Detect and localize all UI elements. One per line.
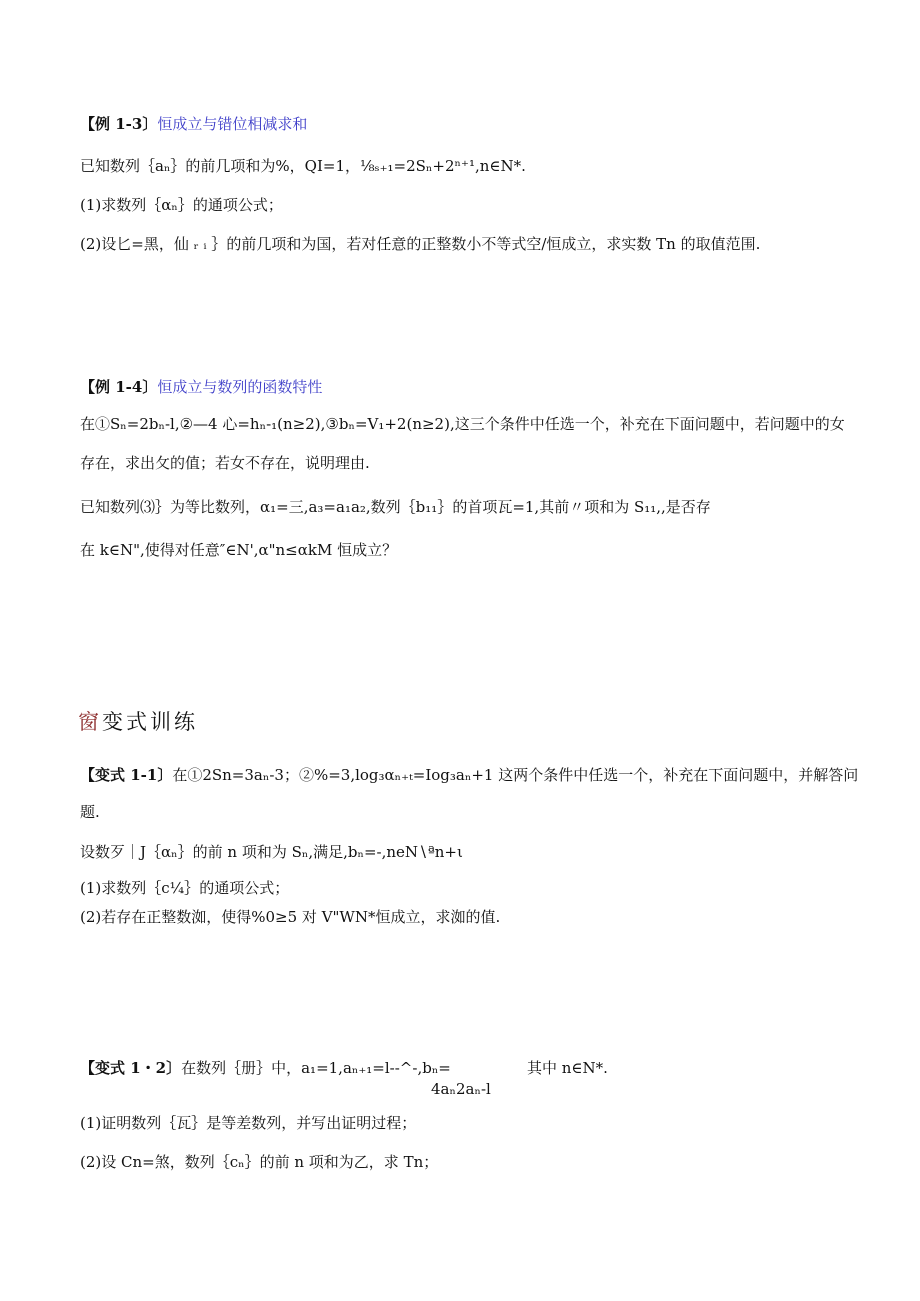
example-1-3-heading	[80, 114, 307, 134]
section-title: 变式训练	[102, 710, 198, 734]
variant-1-1-statement: 设数歹｜J｛αₙ｝的前 n 项和为 Sₙ,满足,bₙ=-,neN∖ªn+ι	[80, 843, 463, 861]
example-1-4-heading	[80, 377, 322, 397]
variant-1-1-conditions-cont: 题.	[80, 803, 100, 821]
example-1-4-statement: 已知数列⑶｝为等比数列，α₁=三,a₃=a₁a₂,数列｛b₁₁｝的首项瓦=1,其前〃项和为 S₁₁,,是否存	[80, 498, 711, 516]
section-heading	[78, 706, 198, 736]
example-1-3-title: 恒成立与错位相减求和	[157, 115, 308, 133]
example-1-4-conditions: 在①Sₙ=2bₙ-l,②—4 心=hₙ-₁(n≥2),③bₙ=V₁+2(n≥2),这三个条件中任选一个，补充在下面问题中，若问题中的女	[80, 415, 845, 433]
variant-1-1-text: 在①2Sn=3aₙ-3；②%=3,log₃αₙ₊ₜ=Iog₃aₙ+1 这两个条件中任选一个，补充在下面问题中，并解答问	[172, 766, 859, 784]
example-1-4-conditions-cont: 存在，求出攵的值；若女不存在，说明理由.	[80, 454, 370, 472]
example-1-3-label: 【例 1-3〕	[80, 115, 158, 133]
variant-1-1-conditions	[80, 765, 858, 785]
variant-1-1-question-2: (2)若存在正整数洳，使得%0≥5 对 V"WN*恒成立，求洳的值.	[80, 908, 501, 926]
variant-1-2-question-1: (1)证明数列｛瓦｝是等差数列，并写出证明过程；	[80, 1114, 417, 1132]
example-1-3-question-1: (1)求数列｛αₙ｝的通项公式；	[80, 196, 283, 214]
example-1-4-label: 【例 1-4〕	[80, 378, 158, 396]
fraction-denominator: 4aₙ2aₙ-l	[431, 1080, 491, 1098]
variant-1-2-domain: 其中 n∈N*.	[527, 1059, 608, 1077]
example-1-3-statement: 已知数列｛aₙ｝的前几项和为%，QI=1，⅛ₛ₊₁=2Sₙ+2ⁿ⁺¹,n∈N*.	[80, 157, 526, 175]
variant-1-1-label: 【变式 1-1〕	[80, 766, 173, 784]
variant-1-2-text: 在数列｛册｝中，a₁=1,aₙ₊₁=l--^-,bₙ=	[181, 1059, 451, 1077]
variant-1-1-question-1: (1)求数列｛c¼｝的通项公式；	[80, 879, 290, 897]
example-1-4-statement-cont: 在 k∈N",使得对任意″∈N',α"n≤αkM 恒成立？	[80, 541, 398, 559]
variant-1-2-statement	[80, 1058, 451, 1078]
example-1-4-title: 恒成立与数列的函数特性	[157, 378, 323, 396]
variant-1-2-label: 【变式 1・2〕	[80, 1059, 182, 1077]
example-1-3-question-2: (2)设匕=黑，仙 ᵣ ᵢ ｝的前几项和为国，若对任意的正整数小不等式空/恒成立，求实数 Tn 的取值范围.	[80, 235, 761, 253]
window-icon: 窗	[78, 710, 102, 734]
variant-1-2-question-2: (2)设 Cn=煞，数列｛cₙ｝的前 n 项和为乙，求 Tn；	[80, 1153, 439, 1171]
